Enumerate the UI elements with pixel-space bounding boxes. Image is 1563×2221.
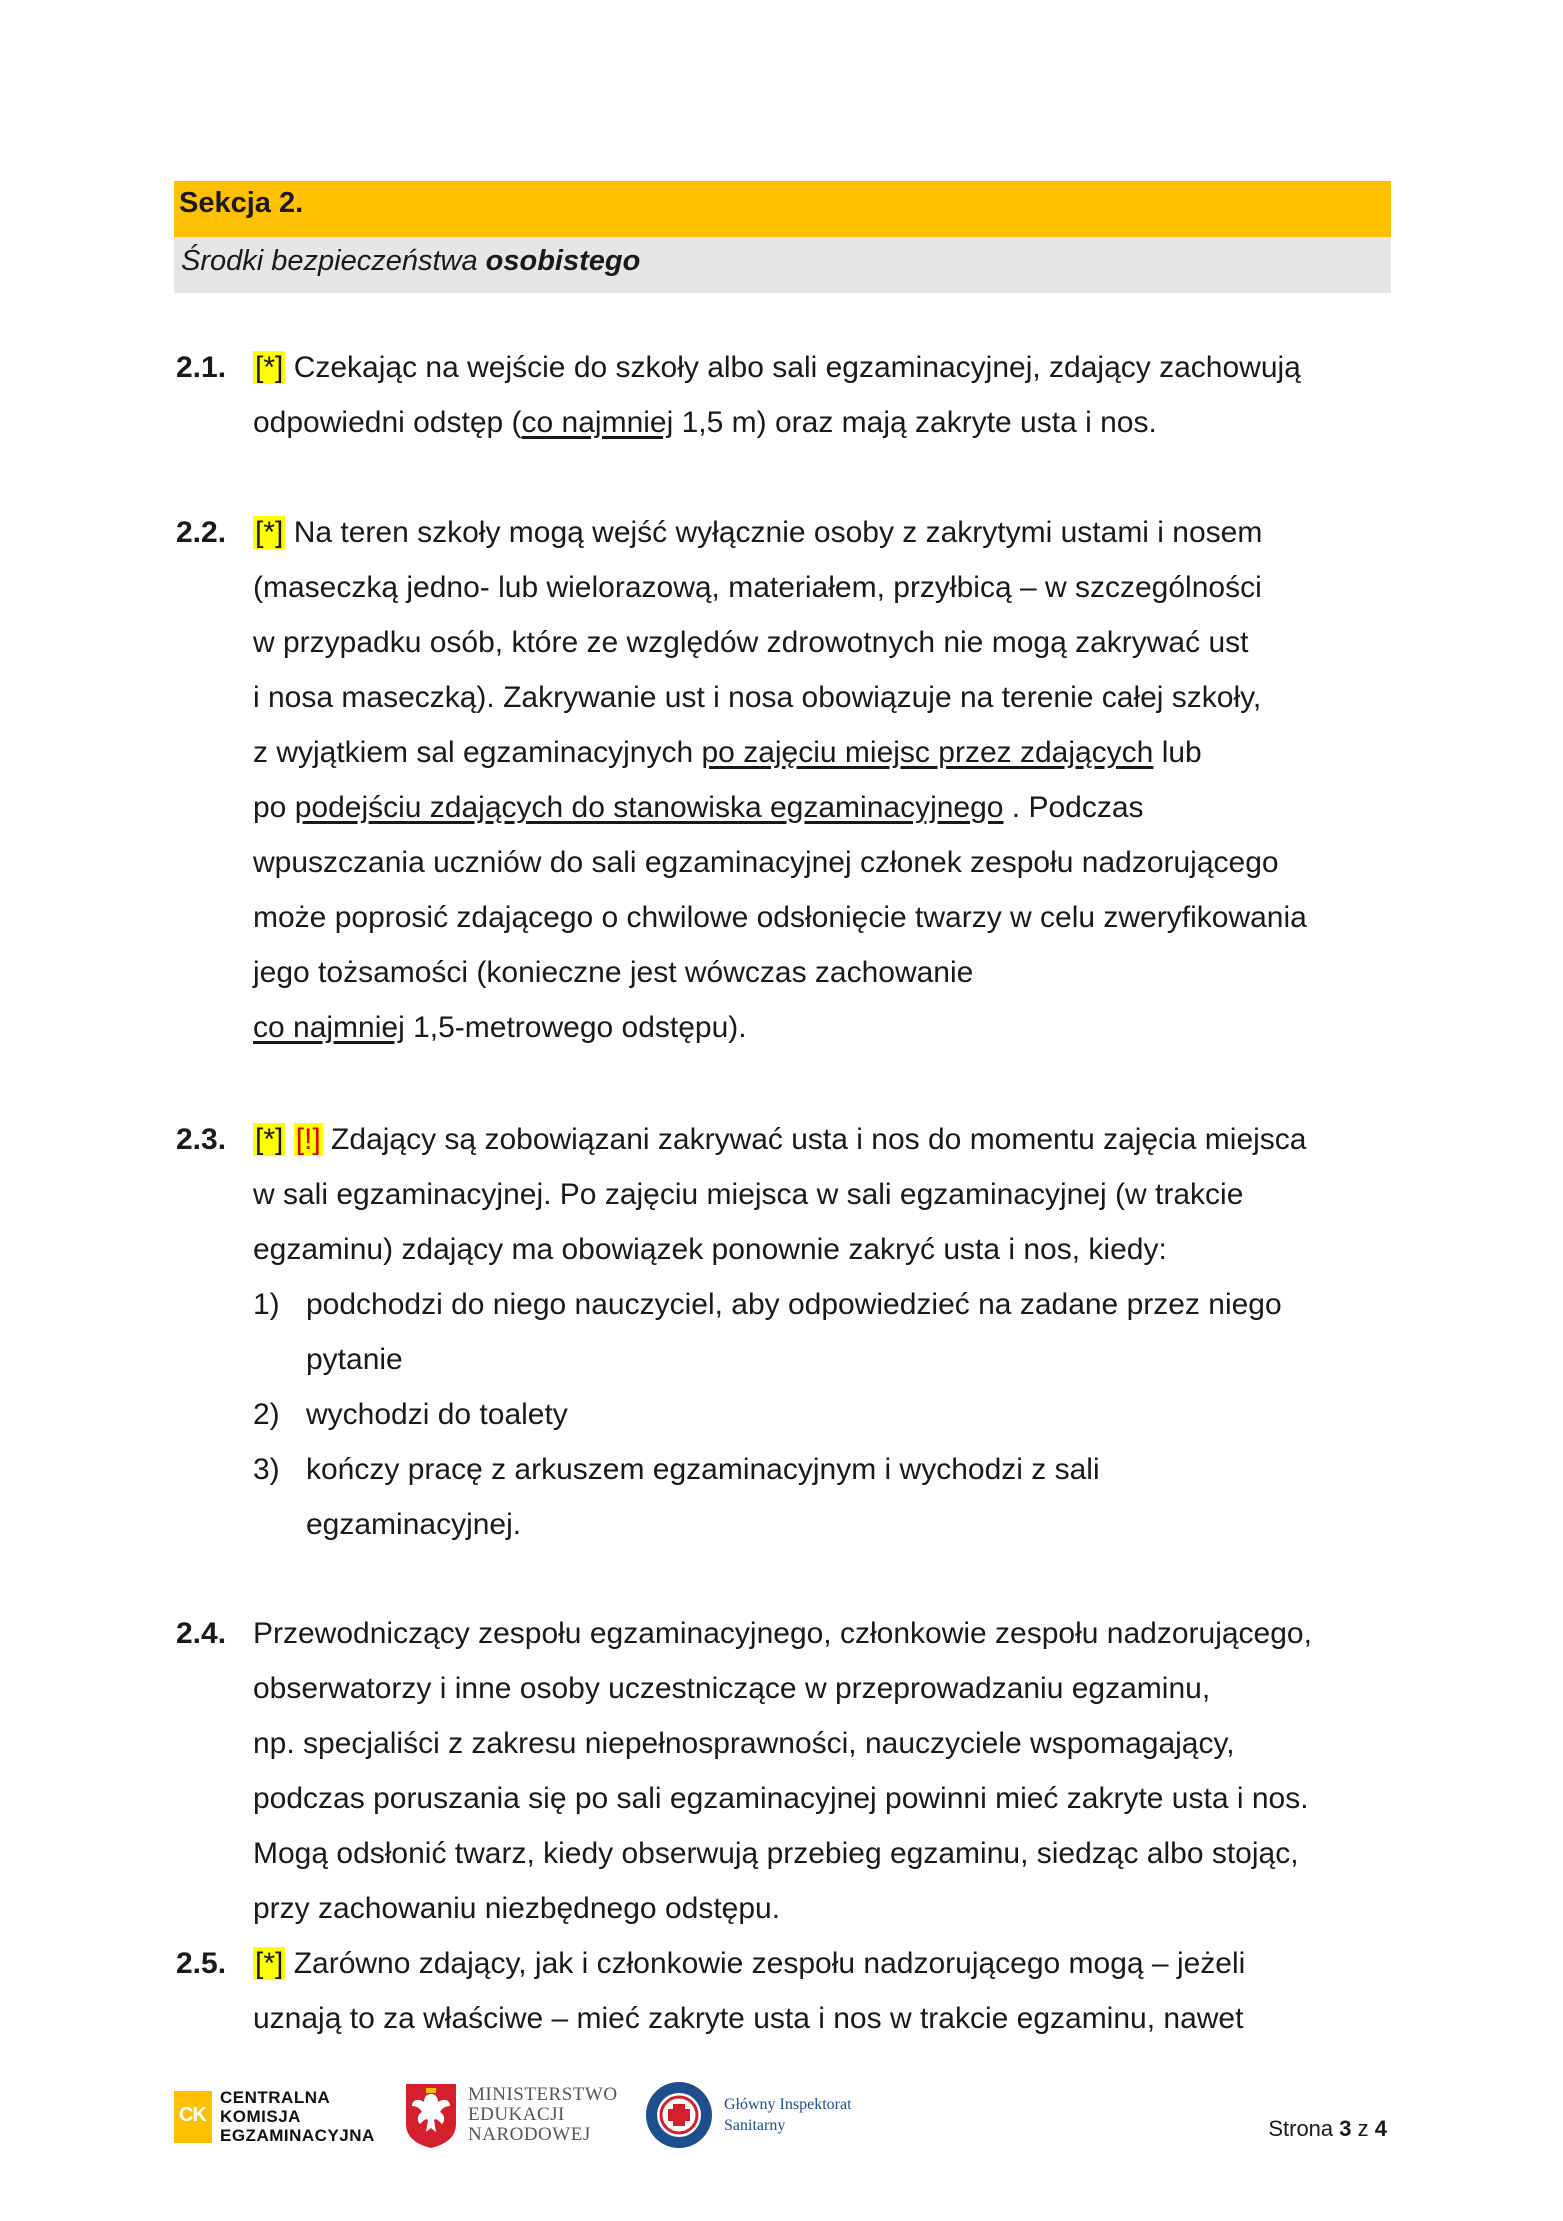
text-line: pytanie bbox=[306, 1343, 403, 1376]
text-line: w sali egzaminacyjnej. Po zajęciu miejsca w sali egzaminacyjnej (w trakcie bbox=[253, 1178, 1244, 1211]
text-line: wychodzi do toalety bbox=[306, 1398, 568, 1431]
current-page: 3 bbox=[1339, 2116, 1352, 2141]
men-logo bbox=[402, 2080, 618, 2150]
underlined-text: po zajęciu miejsc przez zdających bbox=[701, 736, 1154, 769]
men-logo-text: MINISTERSTWO bbox=[468, 2084, 618, 2105]
cke-logo bbox=[174, 2088, 375, 2145]
gis-logo-text: Główny Inspektorat bbox=[724, 2096, 852, 2113]
paragraph-2-2 bbox=[176, 505, 1396, 1055]
page-number: Strona 3 z 4 bbox=[1268, 2116, 1387, 2141]
warning-tag: [!] bbox=[295, 1123, 321, 1156]
text-line: wpuszczania uczniów do sali egzaminacyjnej członek zespołu nadzorującego bbox=[253, 846, 1279, 879]
text-line: Zdający są zobowiązani zakrywać usta i nos do momentu zajęcia miejsca bbox=[322, 1123, 1307, 1156]
text-line: odpowiedni odstęp ( bbox=[253, 406, 522, 439]
paragraph-2-1 bbox=[176, 340, 1396, 450]
text-line: egzaminu) zdający ma obowiązek ponownie zakryć usta i nos, kiedy: bbox=[253, 1233, 1167, 1266]
text-line: . Podczas bbox=[1003, 791, 1144, 824]
paragraph-number: 2.1. bbox=[176, 351, 227, 384]
asterisk-tag: [*] bbox=[255, 351, 284, 384]
text-line: (maseczką jedno- lub wielorazową, materiałem, przyłbicą – w szczególności bbox=[253, 571, 1262, 604]
paragraph-2-4 bbox=[176, 1606, 1396, 1936]
text-line: np. specjaliści z zakresu niepełnosprawności, nauczyciele wspomagający, bbox=[253, 1727, 1235, 1760]
text-line: kończy pracę z arkuszem egzaminacyjnym i wychodzi z sali bbox=[306, 1453, 1100, 1486]
text-line: uznają to za właściwe – mieć zakryte usta i nos w trakcie egzaminu, nawet bbox=[253, 2002, 1244, 2035]
cke-logo-text: CENTRALNA bbox=[220, 2088, 331, 2107]
section-subtitle-plain: Środki bezpieczeństwa bbox=[181, 245, 486, 277]
list-item bbox=[253, 1442, 1396, 1552]
text-line: Zarówno zdający, jak i członkowie zespołu nadzorującego mogą – jeżeli bbox=[285, 1947, 1246, 1980]
asterisk-tag: [*] bbox=[255, 516, 284, 549]
text-line: i nosa maseczką). Zakrywanie ust i nosa obowiązuje na terenie całej szkoły, bbox=[253, 681, 1262, 714]
text-line: po bbox=[253, 791, 295, 824]
list-number: 2) bbox=[253, 1398, 280, 1431]
text-line: w przypadku osób, które ze względów zdrowotnych nie mogą zakrywać ust bbox=[253, 626, 1249, 659]
underlined-text: co najmniej bbox=[253, 1011, 405, 1044]
paragraph-2-3 bbox=[176, 1112, 1396, 1552]
text-line: podchodzi do niego nauczyciel, aby odpowiedzieć na zadane przez niego bbox=[306, 1288, 1282, 1321]
total-pages: 4 bbox=[1374, 2116, 1387, 2141]
paragraph-number: 2.2. bbox=[176, 516, 227, 549]
section-title: Sekcja 2. bbox=[174, 181, 1391, 237]
list-item bbox=[253, 1277, 1396, 1387]
asterisk-tag: [*] bbox=[255, 1123, 284, 1156]
text-line: Czekając na wejście do szkoły albo sali egzaminacyjnej, zdający zachowują bbox=[285, 351, 1301, 384]
text-line: egzaminacyjnej. bbox=[306, 1508, 522, 1541]
text-line: z wyjątkiem sal egzaminacyjnych bbox=[253, 736, 702, 769]
gis-logo-text: Sanitarny bbox=[724, 2117, 786, 2134]
sanitary-inspection-seal-icon bbox=[644, 2080, 714, 2150]
paragraph-number: 2.5. bbox=[176, 1947, 227, 1980]
list-number: 1) bbox=[253, 1288, 280, 1321]
men-logo-text: EDUKACJI bbox=[468, 2104, 565, 2125]
cke-logo-text: KOMISJA bbox=[220, 2107, 301, 2126]
text-line: obserwatorzy i inne osoby uczestniczące w przeprowadzaniu egzaminu, bbox=[253, 1672, 1211, 1705]
list-number: 3) bbox=[253, 1453, 280, 1486]
underlined-text: co najmniej bbox=[521, 406, 674, 439]
text-line: Przewodniczący zespołu egzaminacyjnego, członkowie zespołu nadzorującego, bbox=[253, 1617, 1312, 1650]
underlined-text: podejściu zdających do stanowiska egzaminacyjnego bbox=[294, 791, 1004, 824]
text-line: Mogą odsłonić twarz, kiedy obserwują przebieg egzaminu, siedząc albo stojąc, bbox=[253, 1837, 1299, 1870]
text-line: 1,5-metrowego odstępu). bbox=[404, 1011, 747, 1044]
text-line: może poprosić zdającego o chwilowe odsłonięcie twarzy w celu zweryfikowania bbox=[253, 901, 1307, 934]
text-line: przy zachowaniu niezbędnego odstępu. bbox=[253, 1892, 781, 1925]
cke-mark-icon: CK bbox=[174, 2091, 212, 2143]
section-subtitle-bold: osobistego bbox=[485, 245, 641, 277]
list-item bbox=[253, 1387, 1396, 1442]
cke-logo-text: EGZAMINACYJNA bbox=[220, 2126, 375, 2145]
text-line: 1,5 m) oraz mają zakryte usta i nos. bbox=[673, 406, 1157, 439]
paragraph-number: 2.4. bbox=[176, 1617, 227, 1650]
text-line: lub bbox=[1153, 736, 1202, 769]
paragraph-2-5 bbox=[176, 1936, 1396, 2046]
page-footer bbox=[174, 2080, 1389, 2150]
paragraph-number: 2.3. bbox=[176, 1123, 227, 1156]
section-subtitle bbox=[174, 237, 1391, 293]
text-line: Na teren szkoły mogą wejść wyłącznie osoby z zakrytymi ustami i nosem bbox=[285, 516, 1263, 549]
gis-logo bbox=[644, 2080, 852, 2150]
text-line: jego tożsamości (konieczne jest wówczas zachowanie bbox=[253, 956, 974, 989]
polish-eagle-crest-icon bbox=[402, 2080, 460, 2150]
men-logo-text: NARODOWEJ bbox=[468, 2124, 591, 2145]
text-line: podczas poruszania się po sali egzaminacyjnej powinni mieć zakryte usta i nos. bbox=[253, 1782, 1309, 1815]
asterisk-tag: [*] bbox=[255, 1947, 284, 1980]
section-header bbox=[174, 181, 1391, 293]
